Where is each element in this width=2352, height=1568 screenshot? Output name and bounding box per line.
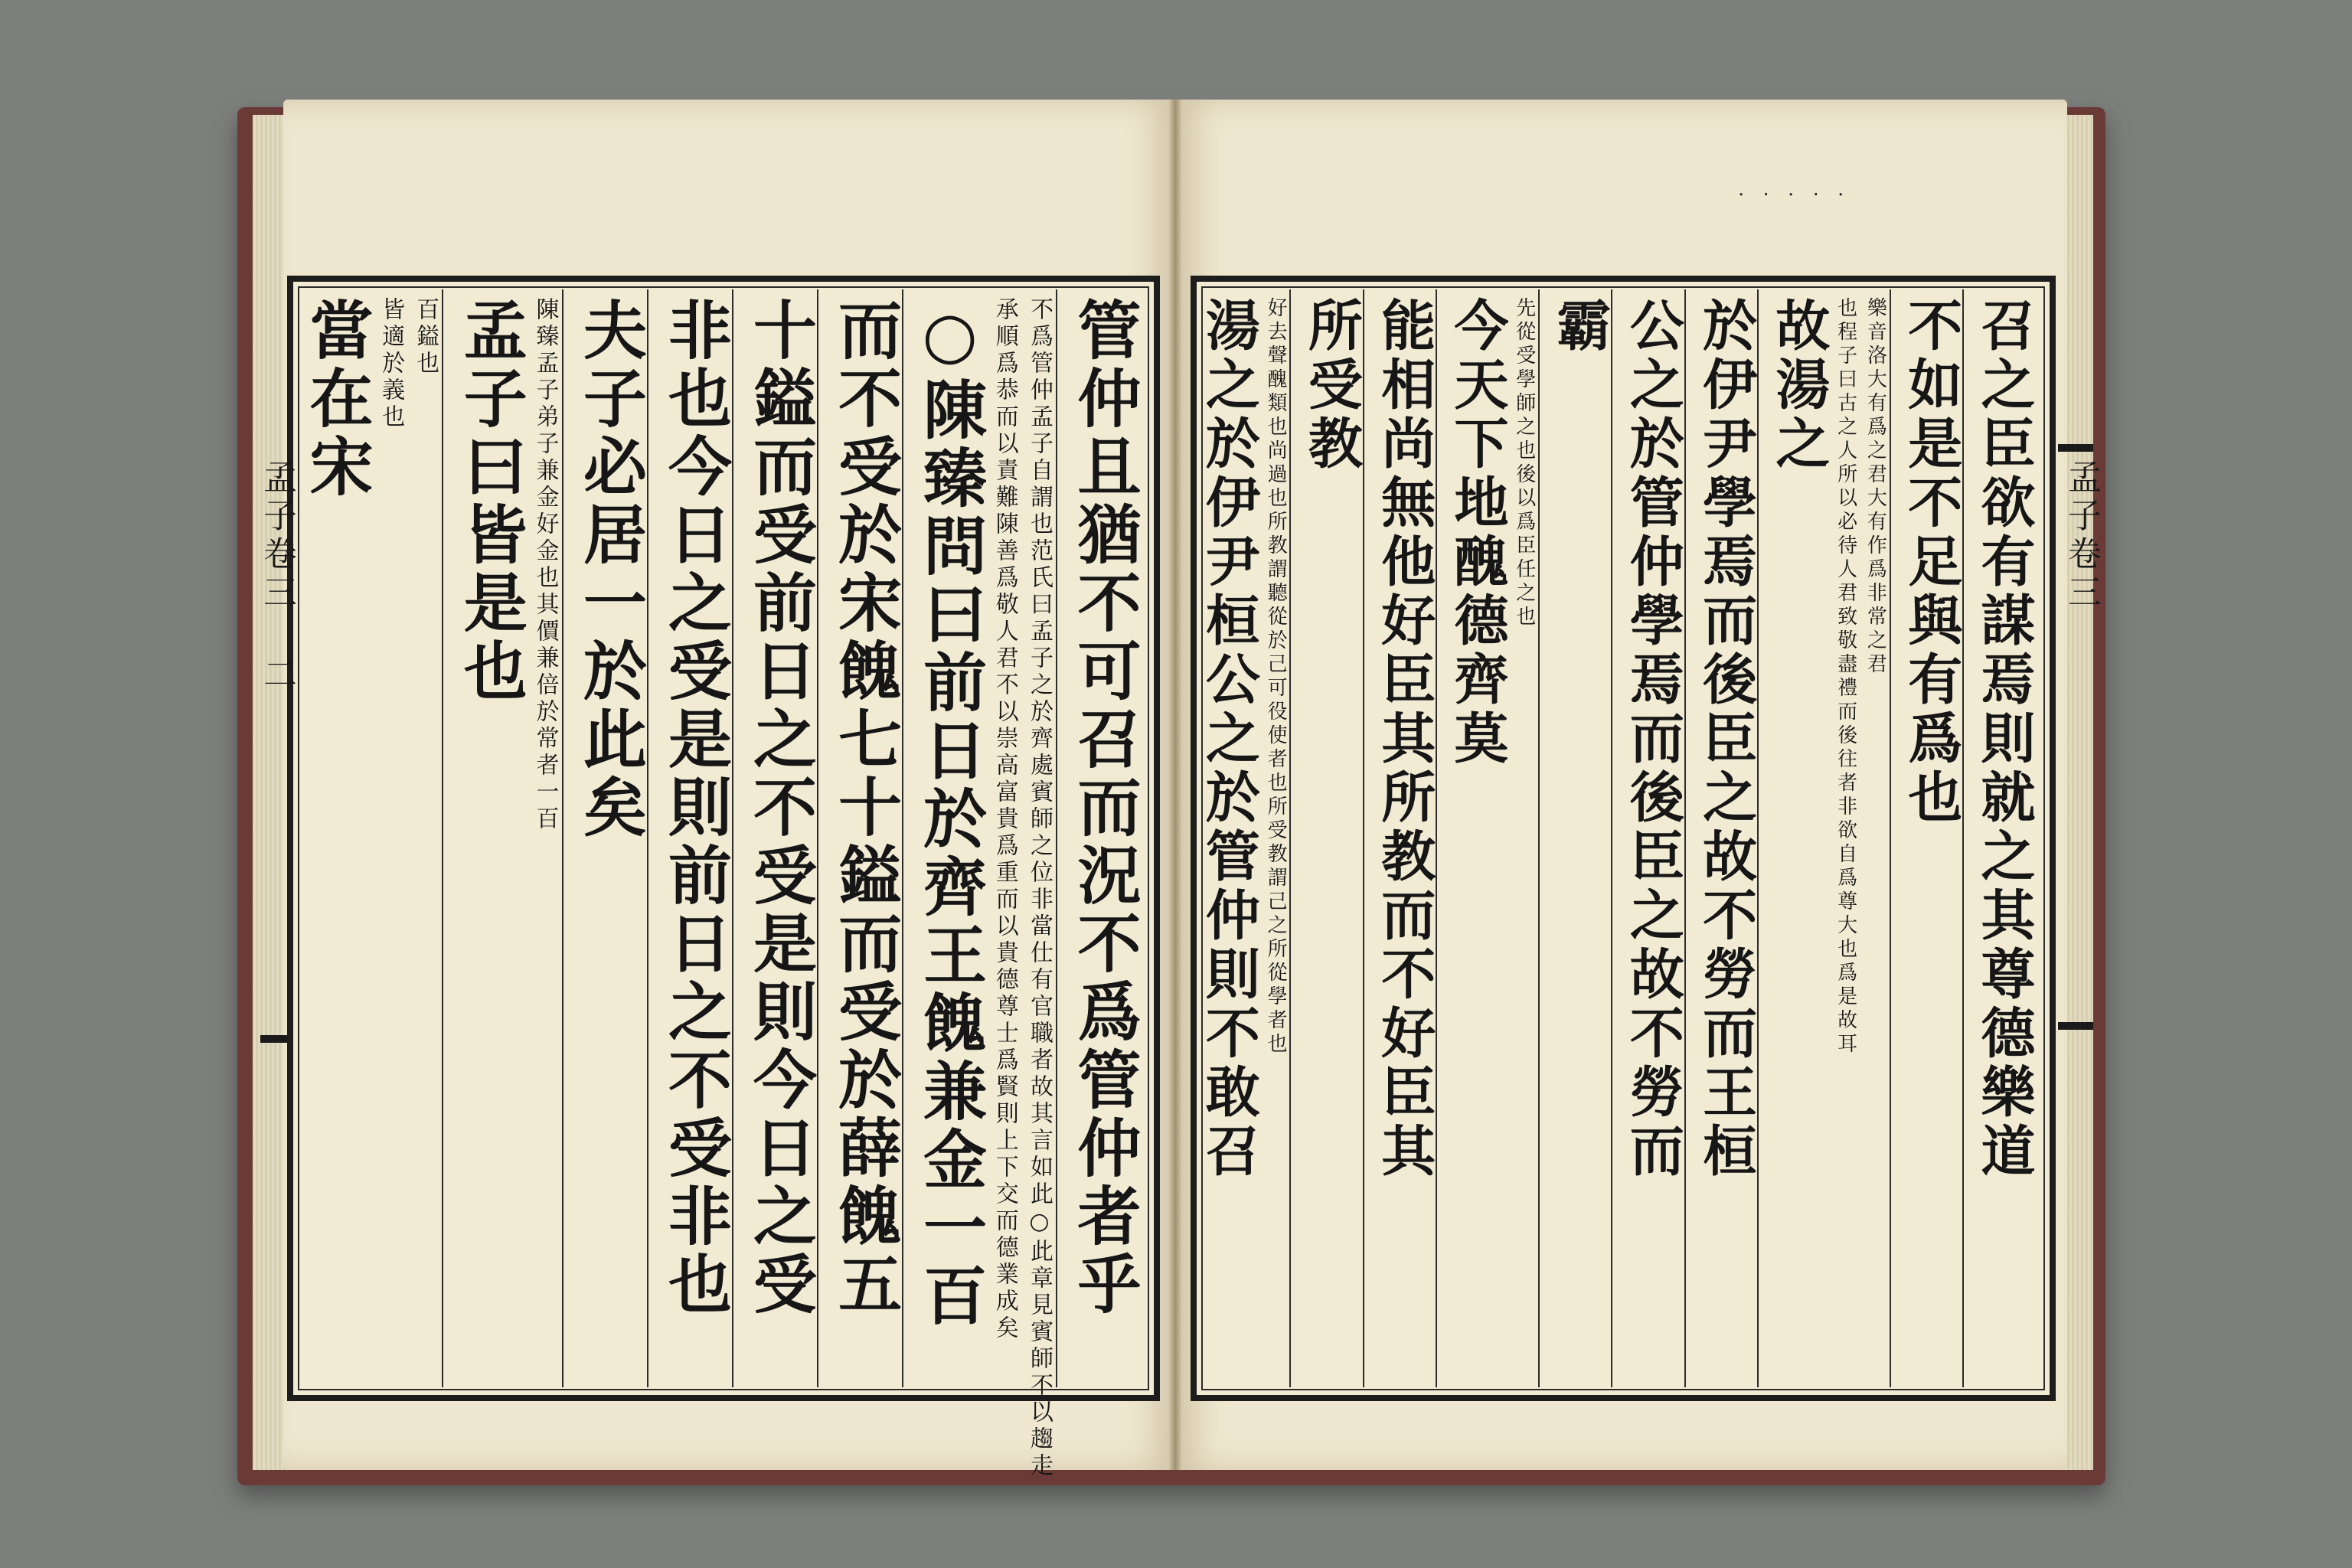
column-rule xyxy=(1684,289,1686,1387)
column-rule xyxy=(442,289,443,1387)
text-column: 而不受於宋餽七十鎰而受於薛餽五 xyxy=(827,297,903,1319)
text-column: 湯之於伊尹桓公之於管仲則不敢召 xyxy=(1197,297,1262,1181)
text-column: 十鎰而受前日之不受是則今日之受 xyxy=(742,297,818,1319)
column-rule xyxy=(1611,289,1612,1387)
text-column: 當在宋 xyxy=(298,297,374,501)
text-column: 樂音洛大有爲之君大有作爲非常之君 xyxy=(1864,297,1887,677)
column-rule xyxy=(902,289,903,1387)
column-rule xyxy=(1363,289,1364,1387)
text-column: 孟子曰皆是也 xyxy=(452,297,528,706)
ink-specks: · ‧ · ‧ · xyxy=(1738,184,1851,207)
column-rule xyxy=(1436,289,1437,1387)
text-column: 召之臣欲有謀焉則就之其尊德樂道 xyxy=(1971,297,2037,1181)
text-column: 不爲管仲孟子自謂也范氏曰孟子之於齊處賓師之位非當仕有官職者故其言如此○此章見賓師不以趨走 xyxy=(1025,297,1053,1480)
column-rule xyxy=(647,289,648,1387)
left-margin-label: 孟子卷三 二 xyxy=(257,459,296,694)
text-column: 好去聲醜類也尚過也所教謂聽從於己可役使者也所受教謂己之所從學者也 xyxy=(1264,297,1288,1057)
text-column: 故湯之 xyxy=(1766,297,1831,474)
book-gutter xyxy=(1169,100,1181,1470)
column-rule xyxy=(1289,289,1291,1387)
text-column: 霸 xyxy=(1548,297,1613,356)
text-column: 先從受學師之也後以爲臣任之也 xyxy=(1512,297,1536,629)
column-rule xyxy=(1962,289,1964,1387)
text-column: ○陳臻問曰前日於齊王餽兼金一百 xyxy=(912,297,988,1331)
column-rule xyxy=(1757,289,1759,1387)
text-column: 公之於管仲學焉而後臣之故不勞而 xyxy=(1621,297,1686,1181)
text-column: 今天下地醜德齊莫 xyxy=(1445,297,1510,769)
text-column: 承順爲恭而以責難陳善爲敬人君不以崇高富貴爲重而以貴德尊士爲賢則上下交而德業成矣 xyxy=(991,297,1018,1342)
text-column: 夫子必居一於此矣 xyxy=(572,297,648,842)
text-column: 皆適於義也 xyxy=(377,297,405,431)
column-rule xyxy=(817,289,818,1387)
right-margin-label: 孟子卷三 xyxy=(2062,459,2101,612)
column-rule xyxy=(732,289,733,1387)
right-edge-band xyxy=(2058,444,2093,452)
column-rule xyxy=(562,289,564,1387)
right-text-frame xyxy=(1191,276,2056,1401)
column-rule xyxy=(1538,289,1540,1387)
text-column: 管仲且猶不可召而況不爲管仲者乎 xyxy=(1066,297,1142,1319)
text-column: 於伊尹學焉而後臣之故不勞而王桓 xyxy=(1694,297,1759,1181)
text-column: 非也今日之受是則前日之不受非也 xyxy=(657,297,733,1319)
text-column: 所受教 xyxy=(1299,297,1364,474)
left-edge-band xyxy=(260,1035,291,1043)
text-column: 百鎰也 xyxy=(412,297,439,377)
text-column: 不如是不足與有爲也 xyxy=(1899,297,1964,828)
text-column: 能相尚無他好臣其所教而不好臣其 xyxy=(1372,297,1437,1181)
column-rule xyxy=(1056,289,1057,1387)
column-rule xyxy=(1890,289,1891,1387)
left-text-frame xyxy=(287,276,1160,1480)
text-column: 陳臻孟子弟子兼金好金也其價兼倍於常者一百 xyxy=(531,297,559,833)
right-edge-band-lower xyxy=(2058,1022,2093,1030)
text-column: 也程子曰古之人所以必待人君致敬盡禮而後往者非欲自爲尊大也爲是故耳 xyxy=(1834,297,1857,1057)
